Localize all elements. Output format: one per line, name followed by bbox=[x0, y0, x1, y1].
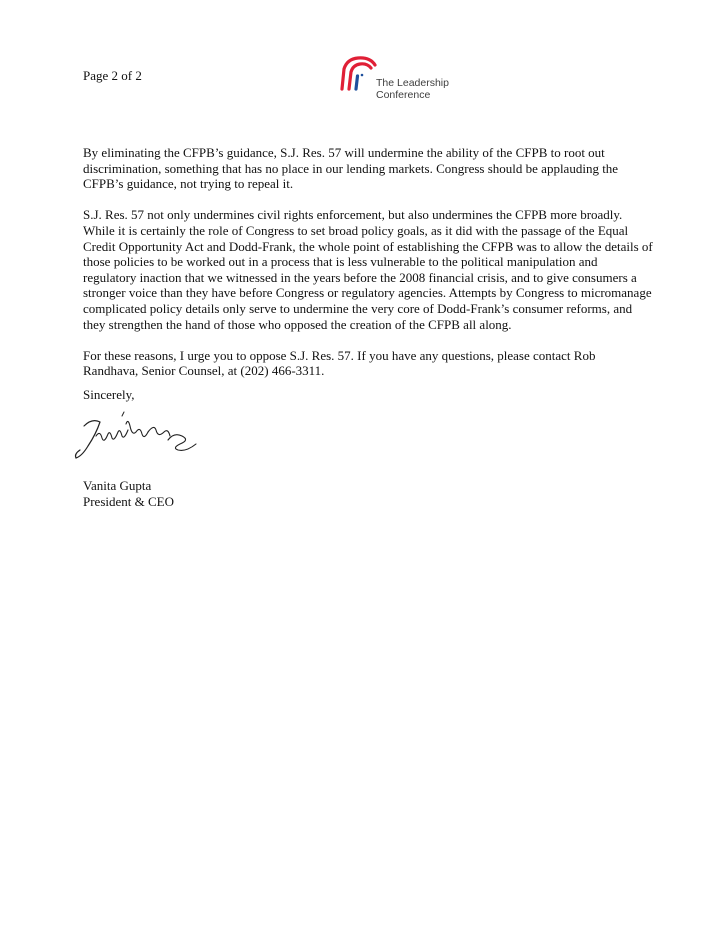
signer-block bbox=[83, 478, 174, 510]
paragraph-1: By eliminating the CFPB’s guidance, S.J. Res. 57 will undermine the ability of the CFPB to root out discrimination, something that has no place in our lending markets. Congress should be applauding the CFPB’s guidance, not trying to repeal it. bbox=[83, 145, 619, 192]
signature-image bbox=[70, 410, 210, 466]
logo-line-2: Conference bbox=[376, 89, 431, 101]
paragraph-3: For these reasons, I urge you to oppose S.J. Res. 57. If you have any questions, please contact Rob Randhava, Senior Counsel, at (202) 466-3311. bbox=[83, 347, 596, 379]
logo-text bbox=[376, 77, 449, 101]
closing-salutation: Sincerely, bbox=[83, 387, 135, 402]
leadership-conference-logo bbox=[338, 55, 468, 103]
logo-line-1: The Leadership bbox=[376, 77, 449, 89]
letter-body bbox=[83, 145, 653, 395]
leadership-conference-logo-icon bbox=[338, 55, 378, 91]
signer-name: Vanita Gupta bbox=[83, 478, 152, 493]
paragraph-2: S.J. Res. 57 not only undermines civil rights enforcement, but also undermines the CFPB more broadly. While it is certainly the role of Congress to set broad policy goals, as it did with the passage of the Equal Credit Opportunity Act and Dodd-Frank, the whole point of establishing the CFPB was to allow the details of those policies to be worked out in a process that is less vulnerable to the political manipulation and regulatory inaction that we witnessed in the years before the 2008 financial crisis, and to give consumers a stronger voice than they have before Congress or regulatory agencies. Attempts by Congress to micromanage complicated policy details only serve to undermine the very core of Dodd-Frank’s consumer reforms, and they strengthen the hand of those who opposed the creation of the CFPB all along. bbox=[83, 207, 653, 332]
signer-title: President & CEO bbox=[83, 494, 174, 509]
page-number: Page 2 of 2 bbox=[83, 68, 142, 83]
